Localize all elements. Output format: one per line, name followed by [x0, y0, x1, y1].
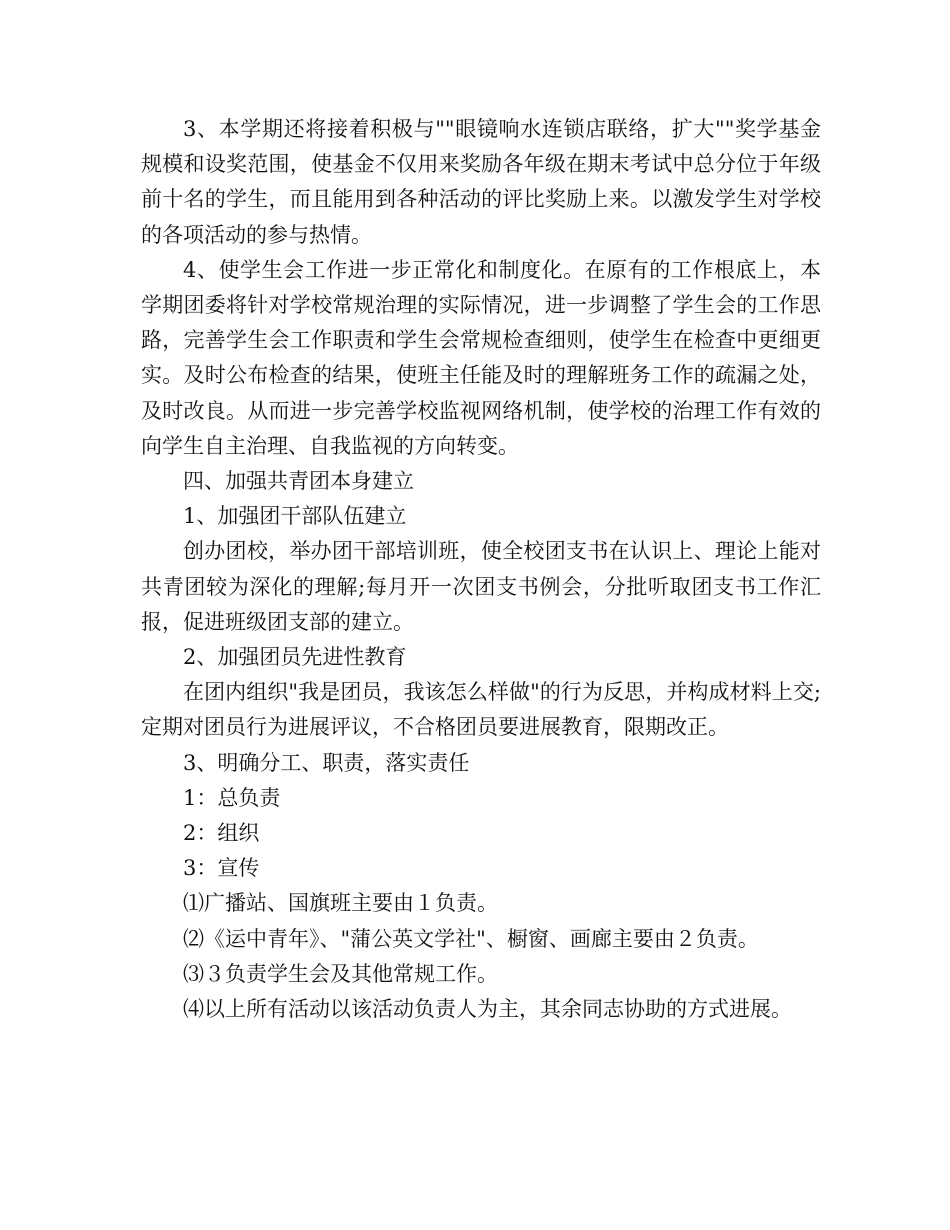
- list-item-activity-lead: ⑷以上所有活动以该活动负责人为主，其余同志协助的方式进展。: [183, 997, 792, 1022]
- list-item-organization: 2：组织: [183, 821, 260, 846]
- paragraph-league-school: 创办团校，举办团干部培训班，使全校团支书在认识上、理论上能对共青团较为深化的理解;每月开一次团支书例会，分批听取团支书工作汇报，促进班级团支部的建立。: [141, 539, 821, 634]
- list-item-publications: ⑵《运中青年》、"蒲公英文学社"、橱窗、画廊主要由２负责。: [183, 926, 759, 951]
- list-item-overall: 1：总负责: [183, 785, 281, 810]
- list-item-student-union-duty: ⑶３负责学生会及其他常规工作。: [183, 961, 498, 986]
- paragraph-member-reflection: 在团内组织"我是团员，我该怎么样做"的行为反思，并构成材料上交;定期对团员行为进展评议，不合格团员要进展教育，限期改正。: [141, 680, 821, 740]
- list-item-publicity: 3：宣传: [183, 856, 260, 881]
- subheading-member-education: 2、加强团员先进性教育: [183, 645, 407, 670]
- paragraph-student-union: 4、使学生会工作进一步正常化和制度化。在原有的工作根底上，本学期团委将针对学校常规治理的实际情况，进一步调整了学生会的工作思路，完善学生会工作职责和学生会常规检查细则，使学生在检查中更细更实。及时公布检查的结果，使班主任能及时的理解班务工作的疏漏之处，及时改良。从而进一步完善学校监视网络机制，使学校的治理工作有效的向学生自主治理、自我监视的方向转变。: [141, 257, 821, 458]
- section-heading-league-building: 四、加强共青团本身建立: [183, 469, 414, 494]
- subheading-responsibilities: 3、明确分工、职责，落实责任: [183, 750, 470, 775]
- paragraph-scholarship-fund: 3、本学期还将接着积极与""眼镜响水连锁店联络，扩大""奖学基金规模和设奖范围，使基金不仅用来奖励各年级在期末考试中总分位于年级前十名的学生，而且能用到各种活动的评比奖励上来。以激发学生对学校的各项活动的参与热情。: [141, 117, 821, 247]
- document-body: [141, 112, 821, 1027]
- list-item-broadcast: ⑴广播站、国旗班主要由１负责。: [183, 891, 498, 916]
- subheading-cadre-team: 1、加强团干部队伍建立: [183, 504, 407, 529]
